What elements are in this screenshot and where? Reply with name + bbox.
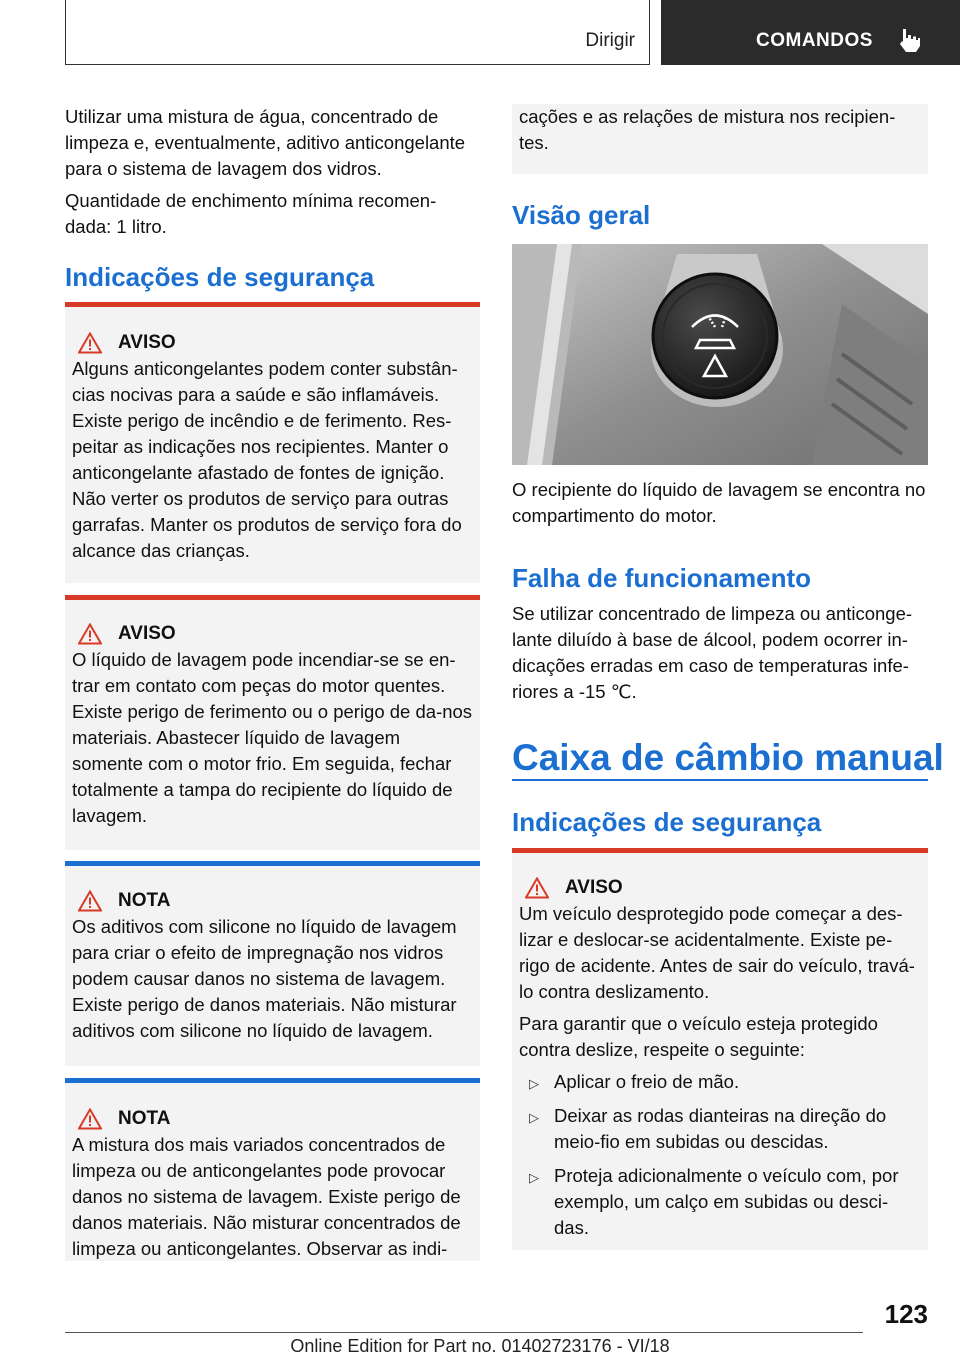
warning-title: AVISO [565, 877, 623, 898]
list-item: ▷ Deixar as rodas dianteiras na direção do meio-fio em subidas ou descidas. [529, 1105, 887, 1152]
note-continuation-box [512, 104, 928, 174]
manual-gearbox-chapter-heading: Caixa de câmbio manual [512, 737, 944, 778]
header-chapter-label: COMANDOS [756, 30, 873, 51]
warning-triangle-icon [78, 890, 102, 912]
note-title: NOTA [118, 890, 171, 911]
note-bar [65, 861, 480, 866]
overview-heading: Visão geral [512, 200, 651, 230]
warning-bar [65, 302, 480, 307]
warning-box-2 [65, 595, 480, 850]
warning-title: AVISO [118, 623, 176, 644]
intro-paragraph-2: Quantidade de enchimento mínima recomen-dada: 1 litro. [65, 190, 437, 237]
header-chapter-tab [661, 0, 960, 65]
warning-bar [512, 848, 928, 853]
note-box-1 [65, 861, 480, 1066]
washer-fluid-reservoir-photo [512, 244, 928, 465]
list-item: ▷ Aplicar o freio de mão. [519, 1069, 922, 1095]
list-item: ▷ Proteja adicionalmente o veículo com, por exemplo, um calço em subidas ou desci-das. [529, 1165, 899, 1238]
warning-triangle-icon [78, 1108, 102, 1130]
header-section-label: Dirigir [585, 30, 635, 51]
warning-box-3 [512, 848, 928, 1250]
overview-text: O recipiente do líquido de lavagem se encontra no compartimento do motor. [512, 479, 926, 526]
bullet-triangle-icon: ▷ [529, 1076, 539, 1091]
warning-text: Alguns anticongelantes podem conter substân-cias nocivas para a saúde e são inflamáveis. Existe perigo de incêndio e de ferimento. Res-peitar as indicações nos recipientes. Manter o anticongelante afastado de fontes de ignição. Não verter os produtos de serviço para outras garrafas. Manter os produtos de serviço fora do alcance das crianças. [72, 358, 462, 561]
warning-text: O líquido de lavagem pode incendiar-se se en-trar em contato com peças do motor quentes. Existe perigo de ferimento ou o perigo de da-nos materiais. Abastecer líquido de lavagem somente com o motor frio. Em seguida, fechar totalmente a tampa do recipiente do líquido de lavagem. [72, 649, 473, 826]
warning-triangle-icon [525, 877, 549, 899]
bullet-triangle-icon: ▷ [529, 1170, 539, 1185]
note-bar [65, 1078, 480, 1083]
bullet-triangle-icon: ▷ [529, 1110, 539, 1125]
safety-heading-right: Indicações de segurança [512, 807, 822, 837]
washer-reservoir-cap-illustration [512, 244, 928, 465]
header-section-tab [65, 0, 650, 65]
warning-box-1 [65, 302, 480, 583]
note-title: NOTA [118, 1108, 171, 1129]
malfunction-text: Se utilizar concentrado de limpeza ou anticonge-lante diluído à base de álcool, podem ocorrer in-dicações erradas em caso de temperaturas infe-riores a -15 ℃. [512, 603, 913, 702]
malfunction-heading: Falha de funcionamento [512, 563, 812, 593]
note-box-2 [65, 1078, 480, 1261]
page-number: 123 [884, 1299, 928, 1329]
warning-triangle-icon [78, 332, 102, 354]
warning-bar [65, 595, 480, 600]
note-text: A mistura dos mais variados concentrados de limpeza ou de anticongelantes pode provocar danos no sistema de lavagem. Existe perigo de danos materiais. Não misturar concentrados de limpeza ou anticongelantes. Observar as indi- [72, 1134, 461, 1259]
footer-edition-text: Online Edition for Part no. 01402723176 - VI/18 [290, 1336, 670, 1356]
precaution-list [519, 1069, 922, 1241]
pointing-hand-icon [897, 27, 921, 53]
intro-paragraph-1: Utilizar uma mistura de água, concentrado de limpeza e, eventualmente, aditivo anticongelante para o sistema de lavagem dos vidros. [65, 106, 466, 179]
safety-heading-left: Indicações de segurança [65, 262, 375, 292]
footer-divider [65, 1332, 863, 1333]
note-text: Os aditivos com silicone no líquido de lavagem para criar o efeito de impregnação nos vidros podem causar danos no sistema de lavagem. Existe perigo de danos materiais. Não misturar aditivos com silicone no líquido de lavagem. [72, 916, 457, 1041]
warning-text: Um veículo desprotegido pode começar a des-lizar e deslocar-se acidentalmente. Existe pe-rigo de acidente. Antes de sair do veículo, travá-lo contra deslizamento. [519, 903, 915, 1002]
warning-title: AVISO [118, 332, 176, 353]
warning-text-secondary: Para garantir que o veículo esteja protegido contra deslize, respeite o seguinte: [519, 1013, 878, 1060]
warning-triangle-icon [78, 623, 102, 645]
chapter-underline [512, 779, 928, 781]
note-continuation-text: cações e as relações de mistura nos recipien-tes. [519, 106, 896, 153]
